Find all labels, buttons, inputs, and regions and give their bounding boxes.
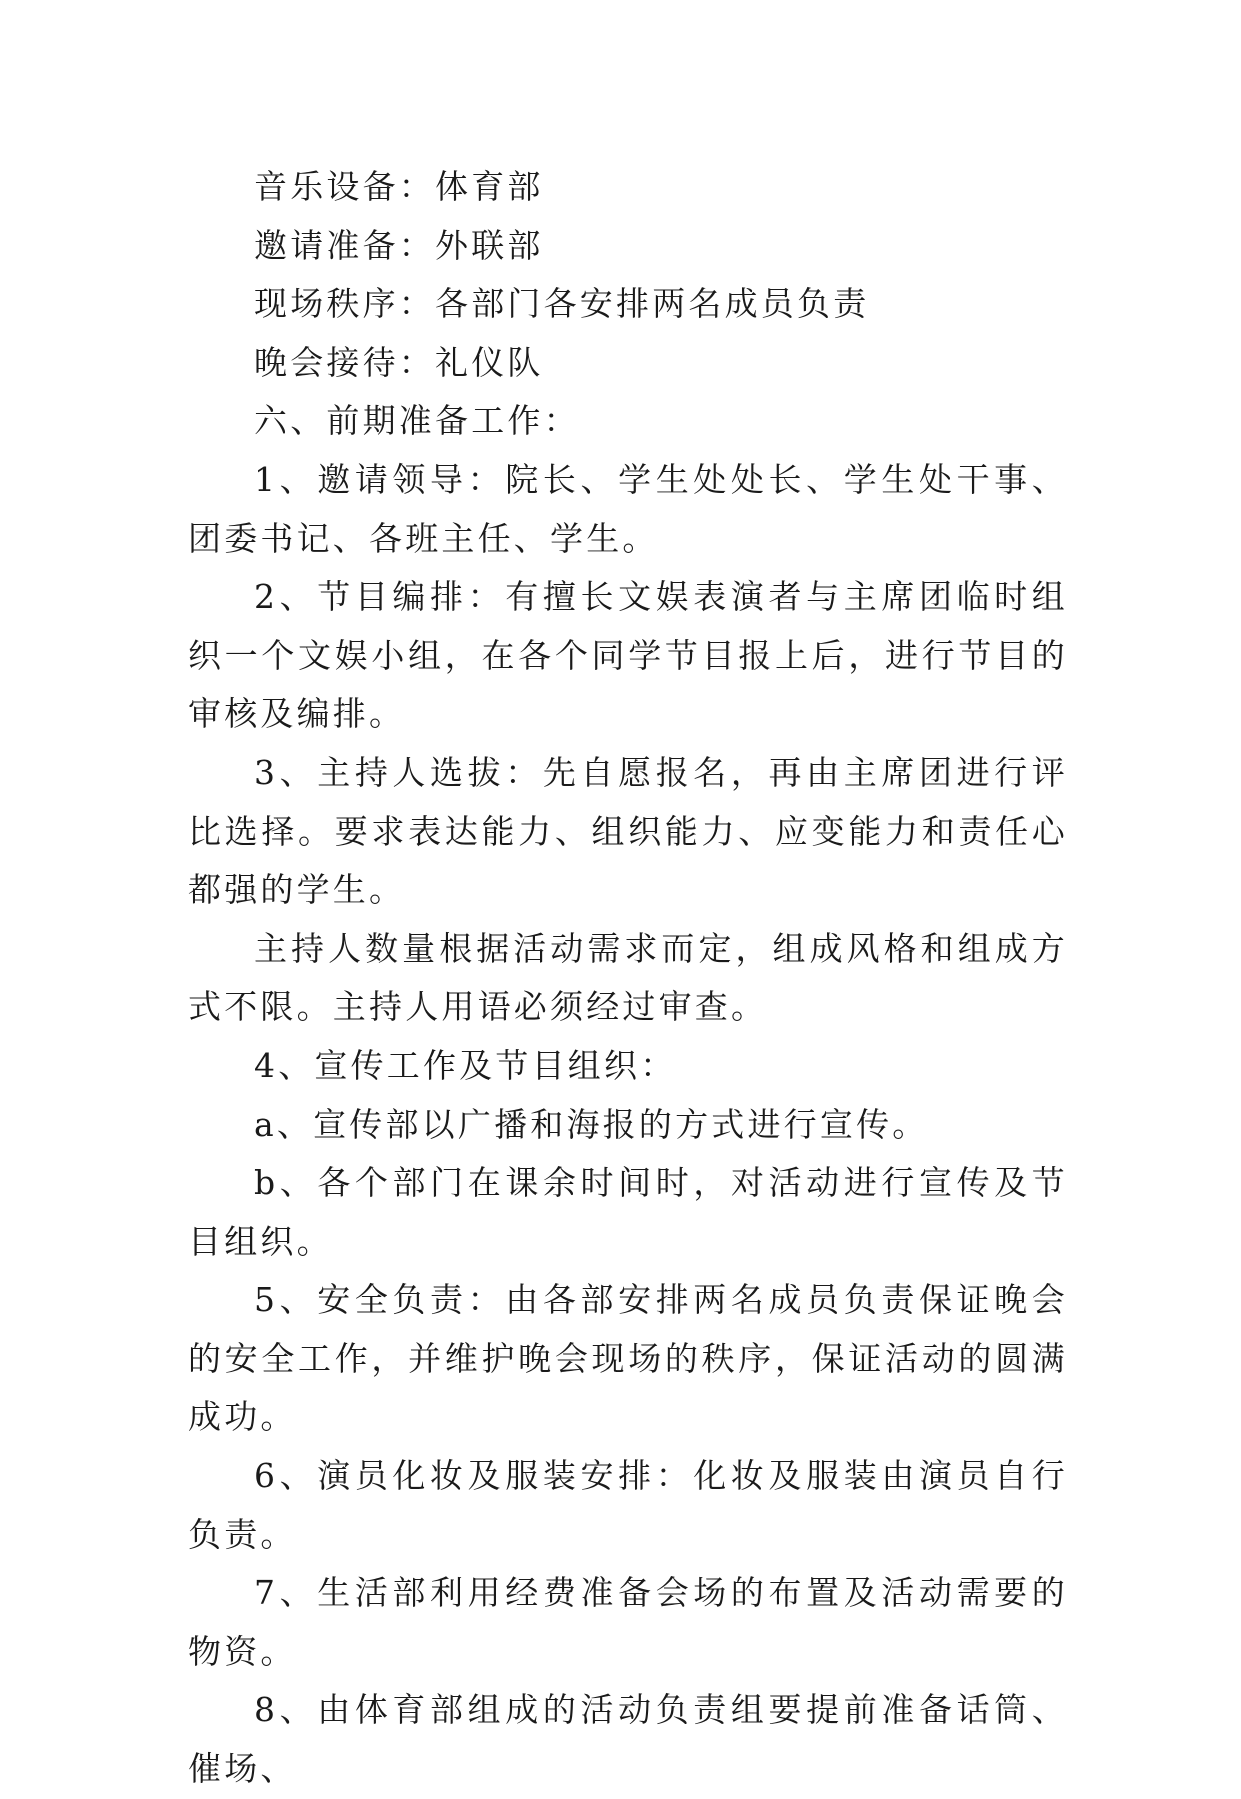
paragraph-item-6: 6、演员化妆及服装安排：化妆及服装由演员自行负责。 (188, 1456, 1068, 1554)
paragraph-item-4a: a、宣传部以广播和海报的方式进行宣传。 (254, 1104, 929, 1144)
paragraph-item-4: 4、宣传工作及节目组织： (254, 1045, 677, 1085)
section-heading-preparation: 六、前期准备工作： (254, 401, 580, 441)
paragraph-item-8: 8、由体育部组成的活动负责组要提前准备话筒、催场、 (188, 1690, 1068, 1789)
paragraph-reception: 晚会接待：礼仪队 (254, 342, 544, 382)
paragraph-item-5: 5、安全负责：由各部安排两名成员负责保证晚会的安全工作，并维护晚会现场的秩序，保证活动的圆满成功。 (188, 1280, 1068, 1437)
paragraph-item-1: 1、邀请领导：院长、学生处处长、学生处干事、团委书记、各班主任、学生。 (188, 459, 1068, 558)
paragraph-item-7: 7、生活部利用经费准备会场的布置及活动需要的物资。 (188, 1573, 1068, 1671)
paragraph-invitation-prep: 邀请准备：外联部 (254, 225, 544, 265)
paragraph-item-2: 2、节目编排：有擅长文娱表演者与主席团临时组织一个文娱小组，在各个同学节目报上后，进行节目的审核及编排。 (188, 577, 1068, 734)
document-body (188, 158, 1068, 1799)
paragraph-music-equipment: 音乐设备：体育部 (254, 167, 544, 206)
paragraph-item-4b: b、各个部门在课余时间时，对活动进行宣传及节目组织。 (188, 1163, 1068, 1261)
paragraph-host-requirements: 主持人数量根据活动需求而定，组成风格和组成方式不限。主持人用语必须经过审查。 (188, 928, 1068, 1027)
paragraph-item-3: 3、主持人选拔：先自愿报名，再由主席团进行评比选择。要求表达能力、组织能力、应变能力和责任心都强的学生。 (188, 752, 1068, 910)
paragraph-site-order: 现场秩序：各部门各安排两名成员负责 (254, 284, 870, 324)
